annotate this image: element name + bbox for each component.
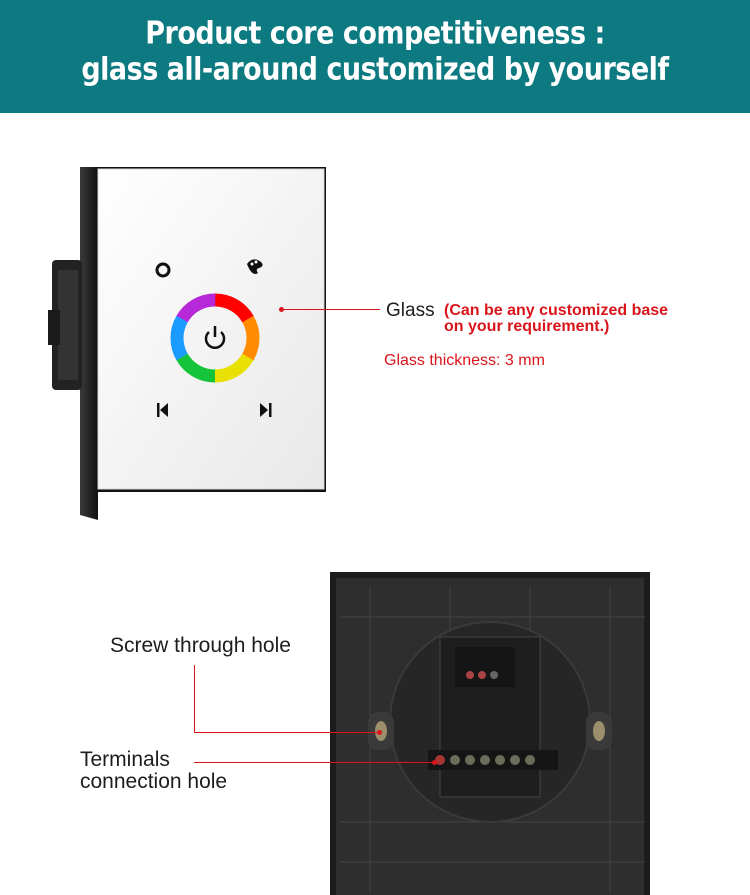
- terminals-label-line1: Terminals: [80, 748, 170, 771]
- banner-title-line2: glass all-around customized by yourself: [81, 51, 669, 88]
- glass-label: Glass: [386, 300, 435, 321]
- screw-callout-dot: [377, 730, 382, 735]
- screw-hole-label: Screw through hole: [110, 634, 291, 657]
- terminals-label-line2: connection hole: [80, 770, 228, 793]
- screw-callout-line-horizontal: [194, 732, 377, 733]
- glass-callout-line: [284, 309, 380, 310]
- banner-title-line1: Product core competitiveness :: [145, 15, 605, 52]
- terminals-callout-line: [194, 762, 432, 763]
- screw-hole-right: [586, 712, 612, 750]
- terminals-callout-dot: [432, 760, 437, 765]
- screw-callout-line-vertical: [194, 665, 195, 733]
- header-banner: [0, 0, 750, 113]
- glass-thickness-label: Glass thickness: 3 mm: [384, 352, 545, 369]
- glass-note-line1: (Can be any customized base: [444, 302, 669, 319]
- glass-switch-front-image: [48, 160, 338, 530]
- glass-note-line2: on your requirement.): [444, 318, 610, 335]
